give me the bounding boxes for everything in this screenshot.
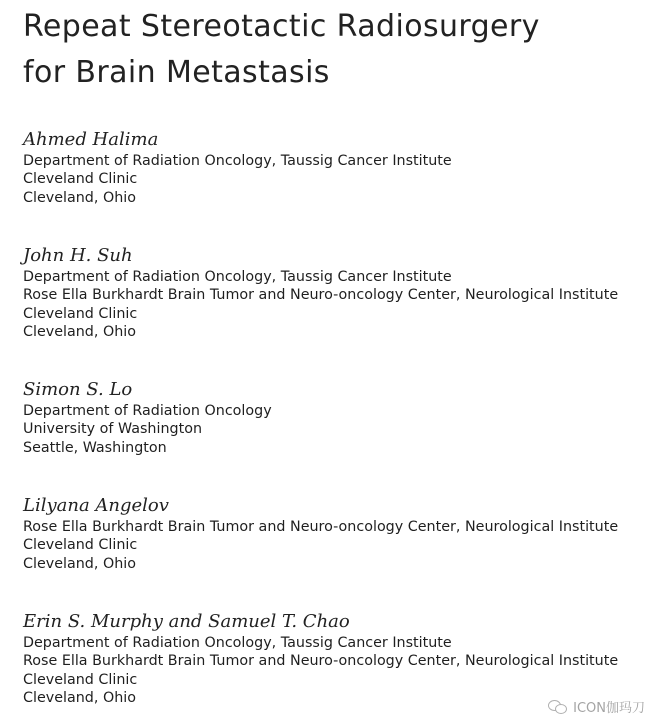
affiliation-line: Department of Radiation Oncology, Taussig Cancer Institute — [23, 153, 452, 169]
wechat-icon — [548, 699, 568, 715]
affiliation-line: Cleveland Clinic — [23, 305, 138, 322]
affiliation-line: Cleveland Clinic — [23, 537, 138, 554]
affiliation-line: Cleveland Clinic — [23, 171, 138, 188]
author-block-halima — [23, 128, 643, 244]
affiliation-line: Cleveland, Ohio — [23, 323, 136, 340]
author-name: John H. Suh — [23, 245, 133, 266]
affiliation-line: Department of Radiation Oncology, Taussig Cancer Institute — [23, 269, 452, 285]
affiliation-line: University of Washington — [23, 421, 203, 438]
affiliation-line: Rose Ella Burkhardt Brain Tumor and Neuro-oncology Center, Neurological Institute — [23, 653, 619, 670]
author-block-suh — [23, 244, 643, 378]
affiliation-line: Cleveland, Ohio — [23, 689, 136, 706]
author-block-lo — [23, 378, 643, 494]
affiliation-line: Cleveland Clinic — [23, 671, 138, 688]
author-name: Ahmed Halima — [23, 129, 159, 150]
author-name: Simon S. Lo — [23, 379, 133, 400]
affiliation-line: Department of Radiation Oncology, Taussig Cancer Institute — [23, 635, 452, 651]
author-name: Lilyana Angelov — [23, 495, 169, 516]
affiliation-line: Department of Radiation Oncology — [23, 403, 272, 419]
document-page — [23, 0, 643, 707]
author-block-angelov — [23, 494, 643, 610]
watermark-text: ICON伽玛刀 — [573, 701, 645, 716]
affiliation-line: Rose Ella Burkhardt Brain Tumor and Neuro-oncology Center, Neurological Institute — [23, 287, 619, 304]
title-line-2: for Brain Metastasis — [23, 55, 330, 90]
document-title — [23, 0, 643, 96]
author-name: Erin S. Murphy and Samuel T. Chao — [23, 611, 350, 632]
author-list — [23, 128, 643, 707]
watermark — [548, 697, 645, 716]
affiliation-line: Cleveland, Ohio — [23, 555, 136, 572]
title-line-1: Repeat Stereotactic Radiosurgery — [23, 9, 540, 44]
author-block-murphy-chao — [23, 610, 643, 707]
affiliation-line: Seattle, Washington — [23, 439, 167, 456]
affiliation-line: Cleveland, Ohio — [23, 189, 136, 206]
affiliation-line: Rose Ella Burkhardt Brain Tumor and Neuro-oncology Center, Neurological Institute — [23, 519, 619, 535]
